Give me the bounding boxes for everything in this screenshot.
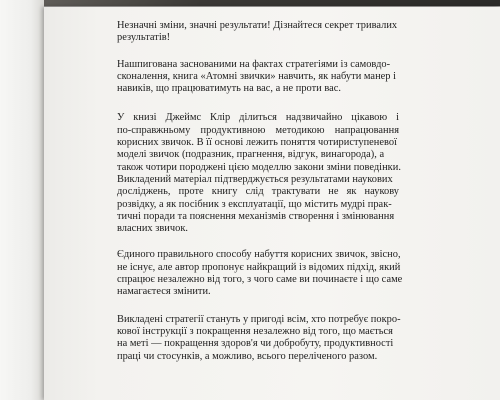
text-line: У книзі Джеймс Клір ділиться надзвичайно цікавою і [117,112,399,124]
text-line: на меті — покращення здоров'я чи добробуту, продуктивності [117,338,394,350]
background-edge [0,0,500,6]
text-line: Єдиного правильного способу набуття корисних звичок, звісно, [117,249,401,261]
text-line: намагаєтеся змінити. [117,286,211,298]
text-line: досліджень, проте книгу слід трактувати не як наукову [117,186,399,198]
text-line: тичні поради та пояснення механізмів створення і змінювання [117,210,395,222]
text-line: сконалення, книга «Атомні звички» навчить, як набути манер і [117,70,397,82]
text-line: Незначні зміни, значні результати! Дізнайтеся секрет тривалих [117,20,398,31]
text-line: також чотири породжені цією моделлю закони зміни поведінки. [117,161,401,173]
paragraph-4 [117,249,403,298]
text-line: корисних звичок. В її основі лежить поняття чотириступеневої [117,137,397,149]
text-line: кової інструкції з покращення незалежно від того, що мається [117,325,393,337]
text-line: моделі звичок (подразник, прагнення, відгук, винагорода), а [117,149,385,161]
book-description-text [117,20,403,376]
paragraph-5 [117,314,399,363]
text-line: власних звичок. [117,223,189,235]
text-line: навиків, що працюватимуть на вас, а не проти вас. [117,83,342,95]
paragraph-2 [117,59,399,96]
text-line: розвідку, а як посібник з експлуатації, що містить мудрі прак- [117,198,392,210]
text-line: Викладені стратегії стануть у пригоді всім, хто потребує покро- [117,313,401,325]
page-margin-left [0,0,44,400]
text-line: Нашпигована заснованими на фактах стратегіями із самовдо- [117,58,391,70]
paragraph-1 [117,20,399,45]
text-line: результатів! [117,32,171,44]
text-line: по-справжньому продуктивною методикою напрацювання [117,124,399,136]
text-line: Викладений матеріал підтверджується результатами наукових [117,173,393,185]
paragraph-3 [117,112,399,235]
text-line: не існує, але автор пропонує найкращий із відомих підхід, який [117,261,401,273]
text-line: спрацює незалежно від того, з чого саме ви починаєте і що саме [117,274,403,286]
text-line: праці чи стосунків, а можливо, всього переліченого разом. [117,350,378,362]
